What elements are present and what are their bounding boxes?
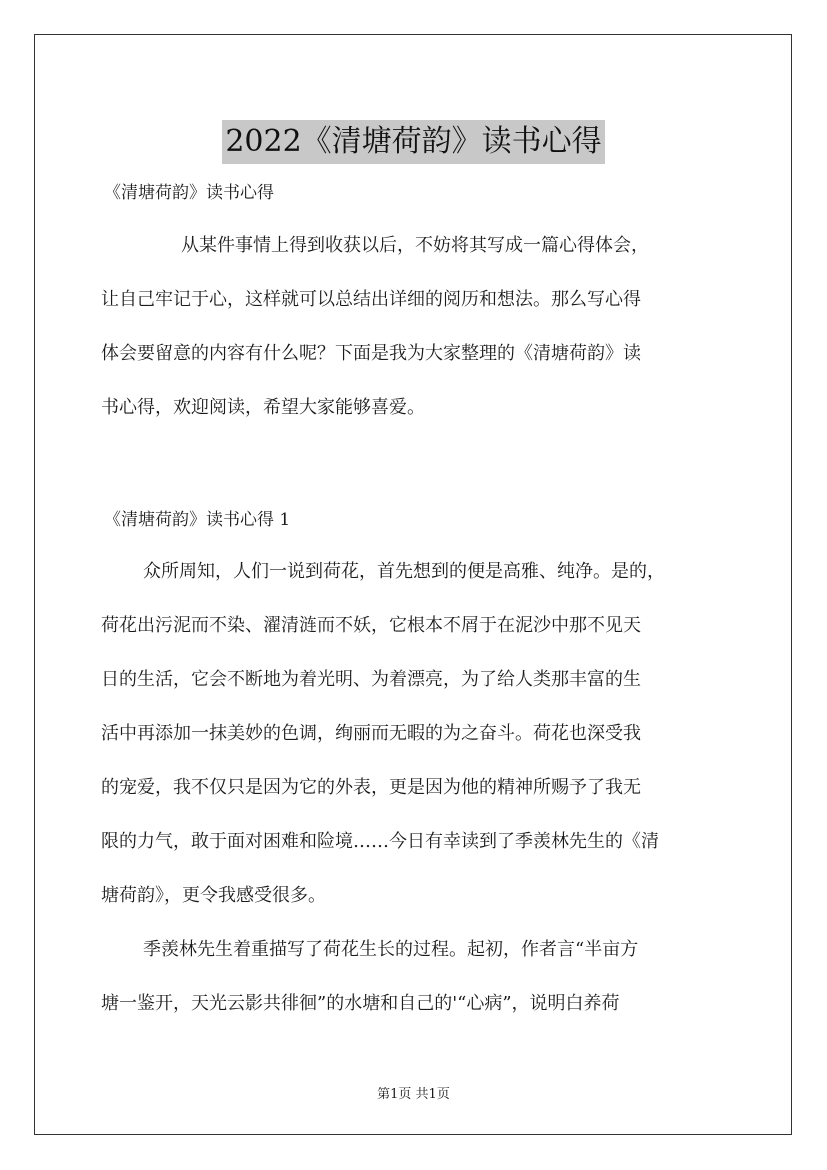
section1-paragraph-2 (101, 923, 727, 1031)
paragraph-line: 塘荷韵》，更令我感受很多。 (101, 885, 326, 906)
document-title: 2022《清塘荷韵》读书心得 (222, 120, 604, 164)
paragraph-line: 日的生活，它会不断地为着光明、为着漂亮，为了给人类那丰富的生 (101, 669, 641, 690)
paragraph-line: 限的力气，敢于面对困难和险境……今日有幸读到了季羡林先生的《清 (101, 831, 659, 852)
paragraph-line: 活中再添加一抹美妙的色调，绚丽而无暇的为之奋斗。荷花也深受我 (101, 723, 641, 744)
intro-line: 从某件事情上得到收获以后，不妨将其写成一篇心得体会， (181, 235, 649, 256)
intro-line: 让自己牢记于心，这样就可以总结出详细的阅历和想法。那么写心得 (101, 289, 641, 310)
section1-paragraph-1 (101, 545, 727, 923)
paragraph-line: 荷花出污泥而不染、濯清涟而不妖，它根本不屑于在泥沙中那不见天 (101, 615, 641, 636)
section1-heading: 《清塘荷韵》读书心得 1 (104, 510, 291, 530)
paragraph-line: 众所周知，人们一说到荷花，首先想到的便是高雅、纯净。是的， (143, 561, 665, 582)
intro-line: 体会要留意的内容有什么呢？下面是我为大家整理的《清塘荷韵》读 (101, 343, 641, 364)
paragraph-line: 季羡林先生着重描写了荷花生长的过程。起初，作者言“半亩方 (143, 939, 639, 960)
title-wrap (0, 100, 827, 184)
page-footer: 第1页 共1页 (377, 1087, 450, 1102)
paragraph-line: 的宠爱，我不仅只是因为它的外表，更是因为他的精神所赐予了我无 (101, 777, 641, 798)
intro-heading: 《清塘荷韵》读书心得 (104, 183, 274, 203)
intro-paragraph (101, 219, 727, 435)
intro-line: 书心得，欢迎阅读，希望大家能够喜爱。 (101, 397, 425, 418)
paragraph-line: 塘一鉴开，天光云影共徘徊”的水塘和自己的'“心病”，说明白养荷 (101, 993, 620, 1014)
